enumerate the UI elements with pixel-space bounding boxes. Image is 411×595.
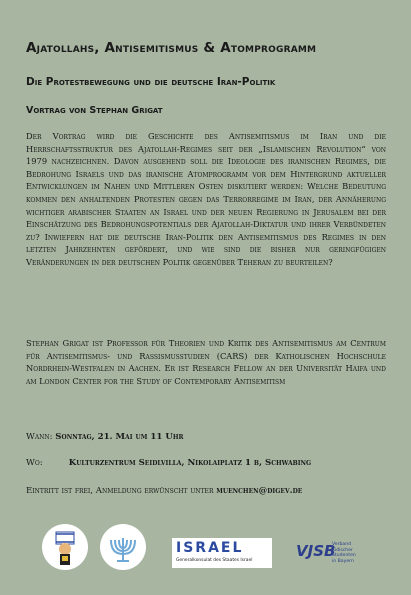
where-value: Kulturzentrum Seidlvilla, Nikolaiplatz 1 b, Schwabing bbox=[68, 458, 312, 468]
vjsb-mark: VJSB bbox=[296, 542, 336, 560]
vjsb-line-3: Studenten bbox=[332, 553, 356, 559]
description-paragraph: Der Vortrag wird die Geschichte des Antisemitismus im Iran und die Herrschaftsstruktur des Ajatollah-Regimes seit der „Islamischen Revolution“ von 1979 nachzeichnen. Davon ausgehend soll die Ideologie des iranischen Regimes, die Bedrohung Israels und das iranische Atomprogramm vor dem Hintergrund aktueller Entwicklungen im Nahen und Mittleren Osten diskutiert werden: Welche Bedeutung kommen den anhaltenden Protesten gegen das Terrorregime im Iran, der Annäherung wichtiger arabischer Staaten an Israel und der neuen Regierung in Jerusalem bei der Einschätzung des Bedrohungspotentials der Ajatollah-Diktatur und ihrer Verbündeten zu? Inwiefern hat die deutsche Iran-Politik den Antisemitismus des Regimes in den letzten Jahrzehnten gefördert, und wie sind die bisher nur geringfügigen Veränderungen in der deutschen Politik gegenüber Teheran zu beurteilen? bbox=[26, 131, 386, 267]
entry-info bbox=[26, 486, 302, 496]
when-label: Wann: bbox=[26, 432, 53, 442]
vjsb-line-1: Verband bbox=[332, 542, 352, 547]
when-value: Sonntag, 21. Mai um 11 Uhr bbox=[55, 432, 184, 442]
menorah-logo bbox=[100, 524, 146, 570]
israel-consulate-logo bbox=[172, 538, 272, 568]
israel-wordmark: ISRAEL bbox=[176, 540, 244, 556]
israel-consulate-caption: Generalkonsulat des Staates Israel bbox=[176, 558, 253, 563]
entry-text: Eintritt ist frei, Anmeldung erwünscht unter bbox=[26, 486, 214, 496]
mascot-icon bbox=[42, 524, 88, 570]
event-location bbox=[26, 458, 311, 468]
vjsb-logo bbox=[296, 538, 386, 570]
speaker-bio-paragraph: Stephan Grigat ist Professor für Theorien und Kritik des Antisemitismus am Centrum für Antisemitismus- und Rassismusstudien (CARS) der Katholischen Hochschule Nordrhein-Westfalen in Aachen. Er ist Research Fellow an der Universität Haifa und am London Center for the Study of Contemporary Antisemitism bbox=[26, 338, 386, 386]
contact-email[interactable]: muenchen@digev.de bbox=[216, 486, 303, 496]
mascot-logo bbox=[42, 524, 88, 570]
event-title: Ajatollahs, Antisemitismus & Atomprogramm bbox=[26, 40, 317, 56]
vjsb-line-4: in Bayern bbox=[332, 558, 354, 564]
event-time bbox=[26, 432, 183, 442]
event-subtitle: Die Protestbewegung und die deutsche Iran-Politik bbox=[26, 76, 276, 88]
menorah-icon bbox=[100, 524, 146, 570]
where-label: Wo: bbox=[26, 458, 43, 468]
vjsb-line-2: jüdischer bbox=[332, 547, 353, 553]
speaker-line: Vortrag von Stephan Grigat bbox=[26, 105, 163, 116]
vjsb-caption bbox=[332, 542, 356, 564]
